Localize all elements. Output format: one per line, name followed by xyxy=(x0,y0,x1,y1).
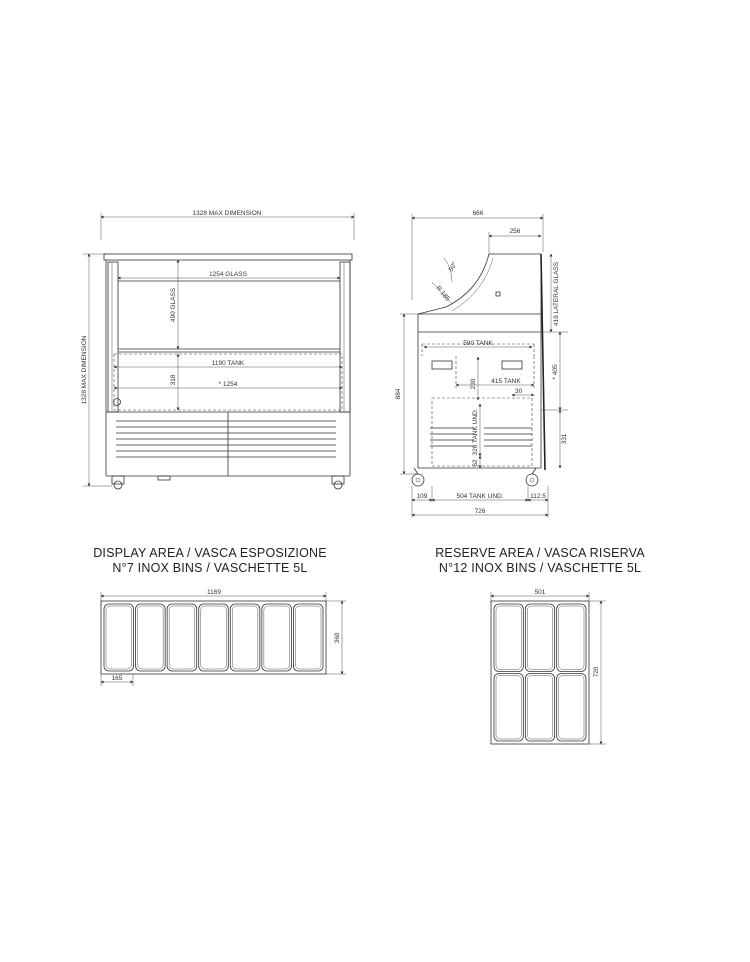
dim-reserve-height: 720 xyxy=(593,666,600,678)
display-bins xyxy=(104,604,323,671)
front-grille xyxy=(116,421,336,457)
reserve-bin-inner xyxy=(527,676,552,740)
dim-display-width: 1169 xyxy=(207,589,221,596)
reserve-bin xyxy=(525,674,554,742)
display-bin xyxy=(104,604,134,671)
display-bin xyxy=(262,604,292,671)
castor-right xyxy=(332,476,344,484)
display-area-title: DISPLAY AREA / VASCA ESPOSIZIONE xyxy=(93,546,327,560)
display-bin-inner xyxy=(169,606,195,669)
reserve-bin-inner xyxy=(559,676,584,740)
dim-base-height: 62 xyxy=(472,459,479,467)
dim-radius: R 185 xyxy=(434,284,451,303)
side-grille xyxy=(430,428,532,446)
dim-tank-und-height: 326 TANK UND. xyxy=(472,408,479,456)
dim-total-depth: 726 xyxy=(474,508,486,515)
reserve-bin-inner xyxy=(496,676,521,740)
display-bin-inner xyxy=(264,606,290,669)
display-area-plan xyxy=(101,589,346,686)
dim-right-offset: 112.5 xyxy=(530,493,546,500)
dim-right-height: * 405 xyxy=(552,364,559,380)
dim-depth: 666 xyxy=(472,210,484,217)
front-view xyxy=(81,210,354,489)
dim-top-depth: 256 xyxy=(509,228,521,235)
display-bin-inner xyxy=(232,606,258,669)
dim-inner-width: * 1254 xyxy=(218,381,238,388)
dim-offset-30: 30 xyxy=(515,388,523,395)
dim-tank-upper: 590 TANK xyxy=(463,340,493,347)
lock-icon xyxy=(114,399,121,406)
display-bin xyxy=(167,604,197,671)
display-bin-inner xyxy=(106,606,132,669)
side-view xyxy=(395,210,568,518)
reserve-area-caption xyxy=(390,546,690,576)
reserve-bin xyxy=(494,674,523,742)
dim-total-height: 884 xyxy=(395,388,402,400)
reserve-bin-inner xyxy=(559,606,584,670)
reserve-bin xyxy=(557,604,586,672)
display-bin xyxy=(199,604,229,671)
reserve-bins xyxy=(494,604,586,741)
dim-lower-height: 331 xyxy=(561,433,568,445)
display-area-caption xyxy=(60,546,360,576)
display-bin-inner xyxy=(295,606,321,669)
dim-angle: 50° xyxy=(447,260,459,273)
reserve-bin xyxy=(494,604,523,672)
reserve-bin-inner xyxy=(527,606,552,670)
dim-tank-und-width: 504 TANK UND. xyxy=(456,493,504,500)
dim-reserve-width: 501 xyxy=(534,589,546,596)
display-area-subtitle: N°7 INOX BINS / VASCHETTE 5L xyxy=(112,561,308,575)
dim-max-width: 1328 MAX DIMENSION xyxy=(192,210,262,217)
display-bin xyxy=(293,604,323,671)
dim-glass-width: 1254 GLASS xyxy=(209,271,247,278)
dim-bin-width: 165 xyxy=(111,675,123,682)
side-castor-right xyxy=(526,474,538,486)
reserve-bin-inner xyxy=(496,606,521,670)
dim-display-height: 360 xyxy=(334,632,341,644)
castor-left xyxy=(112,476,124,484)
reserve-bin xyxy=(557,674,586,742)
dim-tank-lower: 415 TANK xyxy=(491,378,521,385)
side-castor-left xyxy=(412,474,424,486)
display-bin-inner xyxy=(138,606,164,669)
reserve-area-subtitle: N°12 INOX BINS / VASCHETTE 5L xyxy=(438,561,642,575)
display-bin-inner xyxy=(201,606,227,669)
dim-tank-width: 1190 TANK xyxy=(211,360,245,367)
display-bin xyxy=(136,604,166,671)
dim-max-height: 1328 MAX DIMENSION xyxy=(81,335,88,405)
display-bin xyxy=(230,604,260,671)
dim-left-offset: 109 xyxy=(416,493,428,500)
reserve-area-title: RESERVE AREA / VASCA RISERVA xyxy=(435,546,645,560)
dim-tank-lower-height: 230 xyxy=(470,378,477,390)
dim-lateral-glass: 419 LATERAL GLASS xyxy=(553,261,560,327)
dim-glass-height: 490 GLASS xyxy=(170,287,177,323)
dim-tank-height: 318 xyxy=(170,374,177,386)
reserve-bin xyxy=(525,604,554,672)
reserve-area-plan xyxy=(491,589,606,744)
